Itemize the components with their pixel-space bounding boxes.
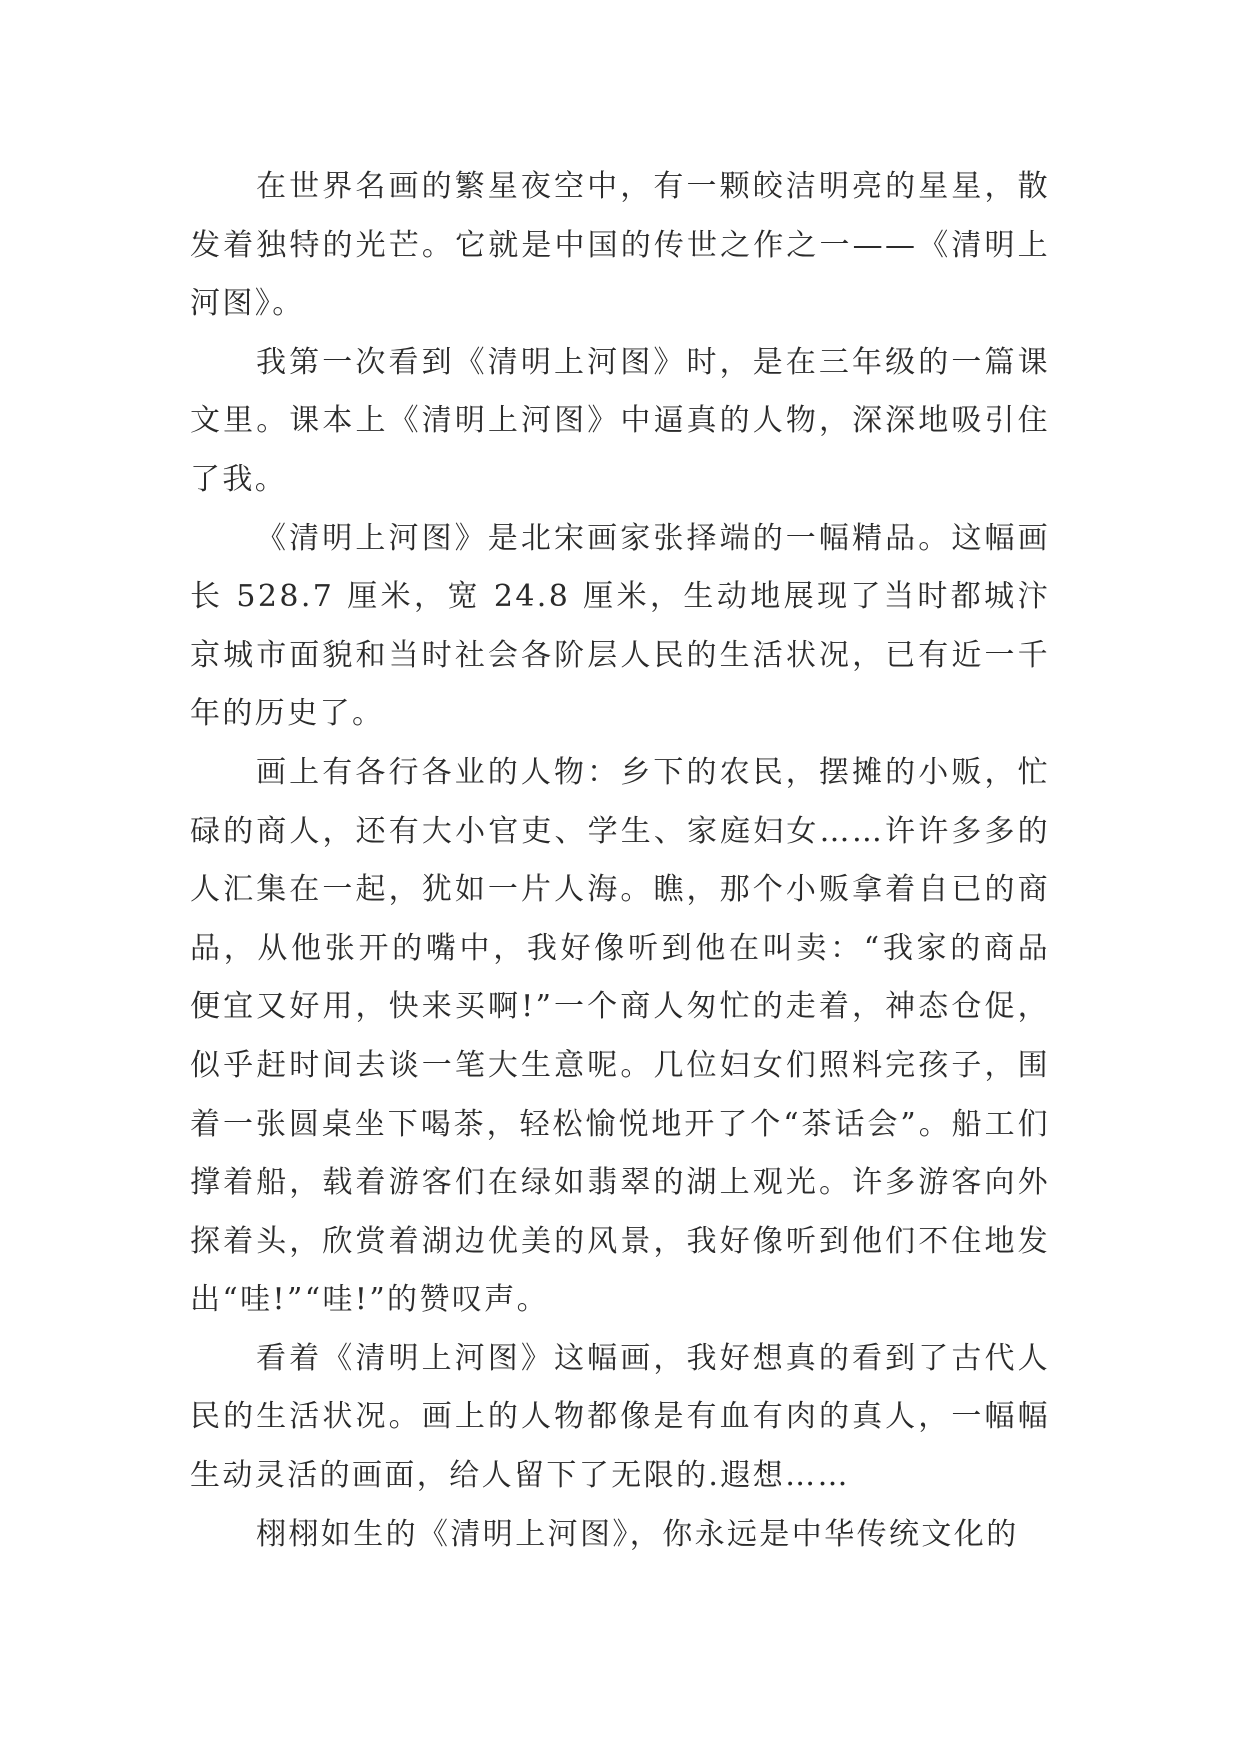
paragraph-painting-figures: 画上有各行各业的人物：乡下的农民，摆摊的小贩，忙碌的商人，还有大小官吏、学生、家庭妇女……许许多多的人汇集在一起，犹如一片人海。瞧，那个小贩拿着自已的商品，从他张开的嘴中，我好像听到他在叫卖：“我家的商品便宜又好用，快来买啊!”一个商人匆忙的走着，神态仓促，似乎赶时间去谈一笔大生意呢。几位妇女们照料完孩子，围着一张圆桌坐下喝茶，轻松愉悦地开了个“茶话会”。船工们撑着船，载着游客们在绿如翡翠的湖上观光。许多游客向外探着头，欣赏着湖边优美的风景，我好像听到他们不住地发出“哇!”“哇!”的赞叹声。: [190, 754, 1050, 1318]
paragraph-closing: 栩栩如生的《清明上河图》，你永远是中华传统文化的: [256, 1516, 1019, 1552]
paragraph-reflection: 看着《清明上河图》这幅画，我好想真的看到了古代人民的生活状况。画上的人物都像是有血有肉的真人，一幅幅生动灵活的画面，给人留下了无限的.遐想……: [190, 1340, 1050, 1494]
document-body: [190, 158, 1050, 1564]
paragraph-intro: 在世界名画的繁星夜空中，有一颗皎洁明亮的星星，散发着独特的光芒。它就是中国的传世之作之一——《清明上河图》。: [190, 169, 1050, 322]
paragraph-painting-facts: 《清明上河图》是北宋画家张择端的一幅精品。这幅画长 528.7 厘米，宽 24.8 厘米，生动地展现了当时都城汴京城市面貌和当时社会各阶层人民的生活状况，已有近一千年的历史了。: [190, 520, 1050, 732]
paragraph-first-encounter: 我第一次看到《清明上河图》时，是在三年级的一篇课文里。课本上《清明上河图》中逼真的人物，深深地吸引住了我。: [190, 344, 1050, 497]
